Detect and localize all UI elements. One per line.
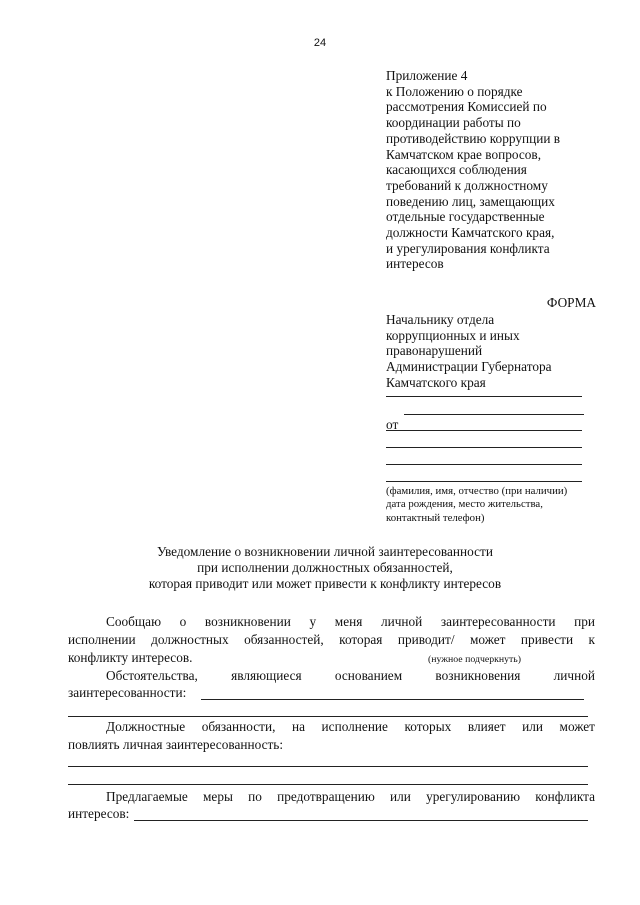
sender-blank-line[interactable] — [386, 464, 582, 465]
addressee-line: Камчатского края — [386, 374, 486, 390]
hint-line: контактный телефон) — [386, 511, 485, 524]
addressee-line: коррупционных и иных — [386, 327, 520, 343]
addressee-line: Начальнику отдела — [386, 312, 495, 327]
paragraph-3-line-1: Должностные обязанности, на исполнение которых влияет или может — [106, 719, 595, 734]
circumstances-blank-line[interactable] — [68, 716, 588, 717]
form-label: ФОРМА — [546, 295, 596, 310]
appendix-reference — [386, 68, 606, 272]
sender-blank-line[interactable] — [386, 430, 582, 431]
paragraph-4-line-2: интересов: — [68, 806, 130, 821]
appendix-line: рассмотрения Комиссией по — [386, 99, 547, 115]
appendix-line: интересов — [386, 256, 444, 272]
duties-blank-line[interactable] — [68, 784, 588, 785]
appendix-line: противодействию коррупции в — [386, 130, 561, 146]
appendix-line: отдельные государственные — [386, 209, 545, 225]
addressee-line: правонарушений — [386, 343, 483, 359]
appendix-line: и урегулирования конфликта — [386, 240, 550, 256]
sender-hint — [386, 485, 606, 525]
appendix-line: координации работы по — [386, 115, 521, 131]
measures-blank-line[interactable] — [134, 820, 588, 821]
appendix-line: поведению лиц, замещающих — [386, 193, 555, 209]
paragraph-2-line-1: Обстоятельства, являющиеся основанием возникновения личной — [106, 668, 595, 683]
hint-line: дата рождения, место жительства, — [386, 498, 543, 511]
sender-blank-line[interactable] — [386, 447, 582, 448]
appendix-line: к Положению о порядке — [386, 83, 523, 99]
paragraph-1-line-1: Сообщаю о возникновении у меня личной заинтересованности при — [106, 614, 595, 629]
title-line: Уведомление о возникновении личной заинтересованности — [157, 544, 493, 559]
sender-blank-line[interactable] — [386, 481, 582, 482]
from-label: от — [386, 417, 399, 432]
underline-note: (нужное подчеркнуть) — [428, 654, 522, 665]
circumstances-blank-line[interactable] — [201, 699, 584, 700]
sender-blank-line[interactable] — [386, 396, 582, 397]
hint-line: (фамилия, имя, отчество (при наличии) — [386, 485, 568, 497]
page-number: 24 — [313, 37, 327, 49]
appendix-line: требований к должностному — [386, 177, 548, 193]
duties-blank-line[interactable] — [68, 766, 588, 767]
appendix-line: Приложение 4 — [386, 68, 468, 83]
appendix-line: Камчатском крае вопросов, — [386, 146, 542, 162]
title-line: которая приводит или может привести к конфликту интересов — [148, 576, 502, 591]
appendix-line: должности Камчатского края, — [386, 225, 555, 241]
paragraph-4-line-1: Предлагаемые меры по предотвращению или урегулированию конфликта — [106, 789, 595, 804]
paragraph-2-line-2: заинтересованности: — [68, 685, 187, 700]
paragraph-1-line-2: исполнении должностных обязанностей, которая приводит/ может привести к — [68, 632, 595, 647]
addressee-block — [386, 312, 606, 391]
sender-name-blank-line[interactable] — [404, 414, 584, 415]
addressee-line: Администрации Губернатора — [386, 359, 552, 375]
paragraph-1-line-3: конфликту интересов. — [68, 650, 193, 665]
title-line: при исполнении должностных обязанностей, — [197, 560, 453, 575]
document-title — [60, 544, 590, 592]
appendix-line: касающихся соблюдения — [386, 162, 527, 178]
paragraph-3-line-2: повлиять личная заинтересованность: — [68, 737, 284, 752]
